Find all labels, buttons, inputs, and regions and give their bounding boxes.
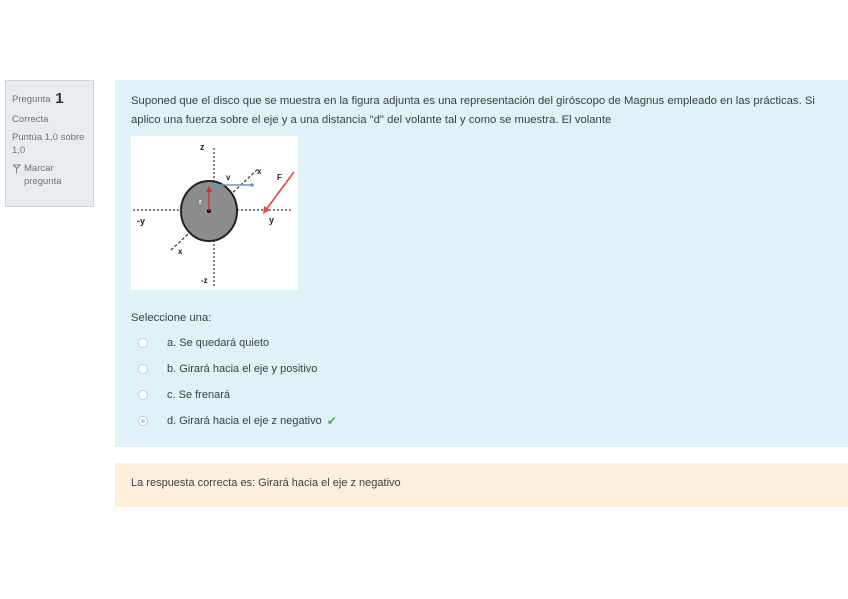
label-y: y: [269, 215, 275, 225]
gyroscope-diagram: [131, 136, 298, 290]
question-text: Suponed que el disco que se muestra en la figura adjunta es una representación del giróscopo de Magnus empleado en las prácticas. Si aplico una fuerza sobre el eje y a una distancia "d" del volante tal y como se muestra. El volante: [131, 95, 815, 126]
label-neg-z: -z: [201, 276, 208, 285]
answer-options: [131, 330, 848, 434]
answer-label-d: d. Girará hacia el eje z negativo: [167, 415, 322, 427]
correct-check-icon: ✔: [326, 414, 337, 428]
question-content: [115, 80, 848, 447]
flag-question-label: Marcar pregunta: [24, 162, 62, 187]
answer-option-b[interactable]: [131, 356, 848, 382]
label-r: r: [199, 199, 202, 206]
answer-label-c: c. Se frenará: [167, 389, 230, 401]
label-v: v: [226, 173, 231, 182]
question-info-panel: [5, 80, 94, 207]
label-z: z: [200, 142, 205, 152]
flag-icon: [12, 164, 21, 174]
flag-question-link[interactable]: [12, 163, 87, 189]
label-x-top: x: [257, 167, 262, 176]
label-F: F: [277, 173, 282, 182]
label-neg-y: -y: [137, 216, 146, 226]
answer-label-a: a. Se quedará quieto: [167, 337, 270, 349]
answer-label-b: b. Girará hacia el eje y positivo: [167, 363, 318, 375]
answer-option-a[interactable]: [131, 330, 848, 356]
answer-prompt: Seleccione una:: [131, 312, 212, 324]
question-grade: Puntúa 1,0 sobre 1,0: [12, 132, 85, 156]
radio-option-d[interactable]: [138, 416, 148, 426]
radio-option-c[interactable]: [138, 390, 148, 400]
question-label: Pregunta: [12, 94, 51, 105]
feedback-panel: [115, 463, 848, 507]
radio-option-b[interactable]: [138, 364, 148, 374]
question-number-value: 1: [55, 90, 64, 107]
answer-option-c[interactable]: [131, 382, 848, 408]
answer-option-d[interactable]: [131, 408, 848, 434]
correct-answer-feedback: La respuesta correcta es: Girará hacia el eje z negativo: [131, 477, 401, 489]
question-state: Correcta: [12, 114, 49, 126]
radio-option-a[interactable]: [138, 338, 148, 348]
gyroscope-figure: [131, 136, 298, 290]
label-x-bottom: x: [178, 247, 183, 256]
question-number: [12, 89, 87, 109]
